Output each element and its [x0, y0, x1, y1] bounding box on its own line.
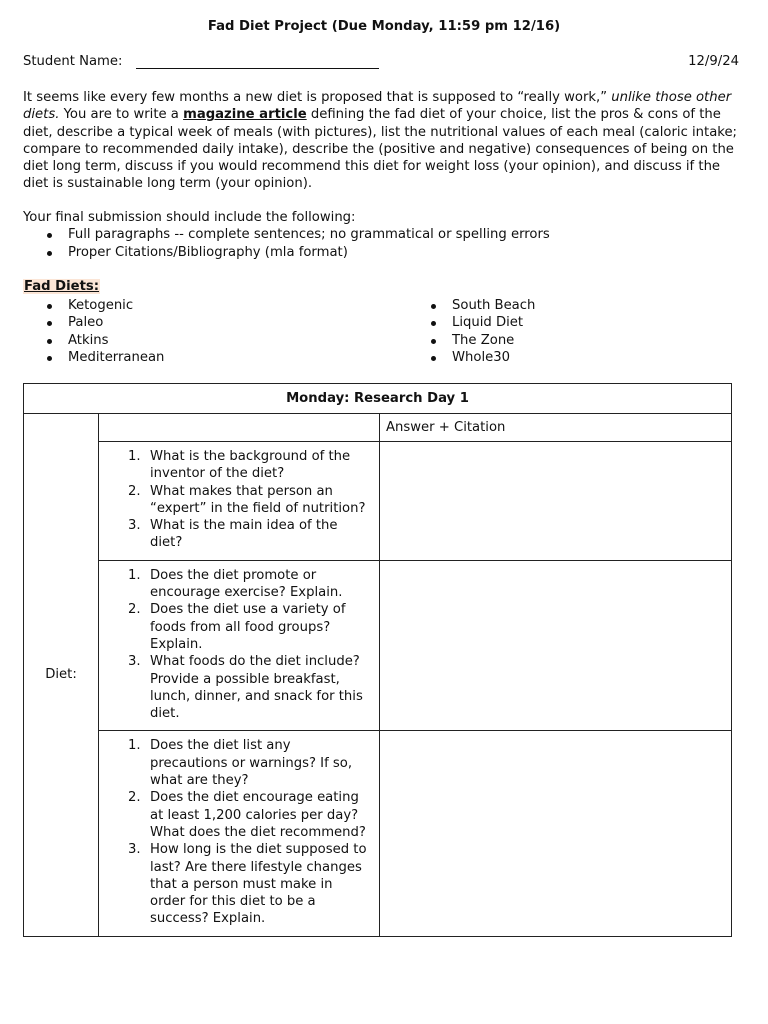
list-item: 2. Does the diet encourage eating at least 1,200 calories per day? What does the diet recommend?: [128, 790, 366, 840]
student-name-label: Student Name:: [23, 54, 123, 69]
list-item: 1. What is the background of the inventor of the diet?: [128, 449, 351, 482]
intro-text-3: defining the fad diet of your choice, list the pros & cons of the diet, describe a typical week of meals (with pictures), list the nutritional values of each meal (caloric intake; compare to recommended daily intake), describe the (positive and negative) consequences of being on the diet long term, discuss if you would recommend this diet for weight loss (your opinion), and discuss if the diet is sustainable long term (your opinion).: [23, 107, 738, 192]
student-name-line[interactable]: [136, 68, 379, 69]
question-group-1: [99, 442, 380, 561]
fad-diets-heading: Fad Diets:: [24, 279, 100, 294]
list-item: 1. Does the diet list any precautions or warnings? If so, what are they?: [128, 738, 353, 789]
submission-lead: Your final submission should include the following:: [23, 210, 356, 225]
answer-cell-1[interactable]: [380, 442, 732, 561]
fad-diets-list-left: [23, 297, 383, 366]
list-item: 3. What foods do the diet include? Provide a possible breakfast, lunch, dinner, and snack for this diet.: [128, 654, 363, 722]
list-item: 2. What makes that person an “expert” in the field of nutrition?: [128, 483, 366, 516]
intro-text-1: It seems like every few months a new diet is proposed that is supposed to “really work,”: [23, 90, 612, 105]
magazine-article-emphasis: magazine article: [183, 107, 307, 123]
question-list: [99, 561, 379, 731]
table-title: Monday: Research Day 1: [24, 384, 732, 414]
list-item: 2. Does the diet use a variety of foods from all food groups? Explain.: [128, 602, 346, 652]
fad-diets-list-right: [407, 297, 727, 366]
question-text: Does the diet promote or encourage exercise? Explain.: [150, 567, 343, 601]
list-item: South Beach: [407, 297, 727, 314]
question-text: What is the background of the inventor of the diet?: [150, 449, 351, 482]
question-text: What is the main idea of the diet?: [150, 518, 338, 551]
intro-italic: unlike those other diets.: [23, 90, 732, 123]
question-text: What foods do the diet include? Provide a possible breakfast, lunch, dinner, and snack for this diet.: [150, 654, 363, 722]
question-text: What makes that person an “expert” in the field of nutrition?: [150, 483, 366, 516]
answer-cell-3[interactable]: [380, 731, 732, 936]
list-item: Whole30: [407, 349, 727, 366]
research-table: [23, 383, 732, 937]
question-list: [99, 731, 379, 935]
list-item: Proper Citations/Bibliography (mla format): [23, 244, 743, 261]
answer-citation-header: Answer + Citation: [380, 414, 732, 442]
intro-paragraph: [23, 89, 748, 193]
submission-list: [23, 226, 743, 261]
document-date: 12/9/24: [688, 54, 739, 69]
question-text: How long is the diet supposed to last? Are there lifestyle changes that a person must make in order for this diet to be a success? Explain.: [150, 842, 367, 927]
answer-cell-2[interactable]: [380, 560, 732, 731]
list-item: Liquid Diet: [407, 314, 727, 331]
question-text: Does the diet use a variety of foods from all food groups? Explain.: [150, 602, 346, 652]
page-title: Fad Diet Project (Due Monday, 11:59 pm 12/16): [207, 19, 561, 34]
list-item: Mediterranean: [23, 349, 383, 366]
list-item: 3. How long is the diet supposed to last? Are there lifestyle changes that a person must make in order for this diet to be a success? Explain.: [128, 842, 367, 927]
diet-row-label: Diet:: [24, 414, 99, 937]
questions-header-cell: [99, 414, 380, 442]
list-item: The Zone: [407, 332, 727, 349]
list-item: Full paragraphs -- complete sentences; no grammatical or spelling errors: [23, 226, 743, 243]
list-item: Paleo: [23, 314, 383, 331]
question-list: [99, 442, 379, 560]
student-name-row: [23, 54, 739, 74]
list-item: 1. Does the diet promote or encourage exercise? Explain.: [128, 567, 343, 601]
list-item: Ketogenic: [23, 297, 383, 314]
intro-text-2: You are to write a: [59, 107, 184, 123]
list-item: 3. What is the main idea of the diet?: [128, 518, 338, 551]
question-group-2: [99, 560, 380, 731]
list-item: Atkins: [23, 332, 383, 349]
question-text: Does the diet encourage eating at least 1,200 calories per day? What does the diet recommend?: [150, 790, 366, 840]
question-text: Does the diet list any precautions or warnings? If so, what are they?: [150, 738, 353, 789]
submission-requirements: [23, 209, 743, 261]
question-group-3: [99, 731, 380, 936]
